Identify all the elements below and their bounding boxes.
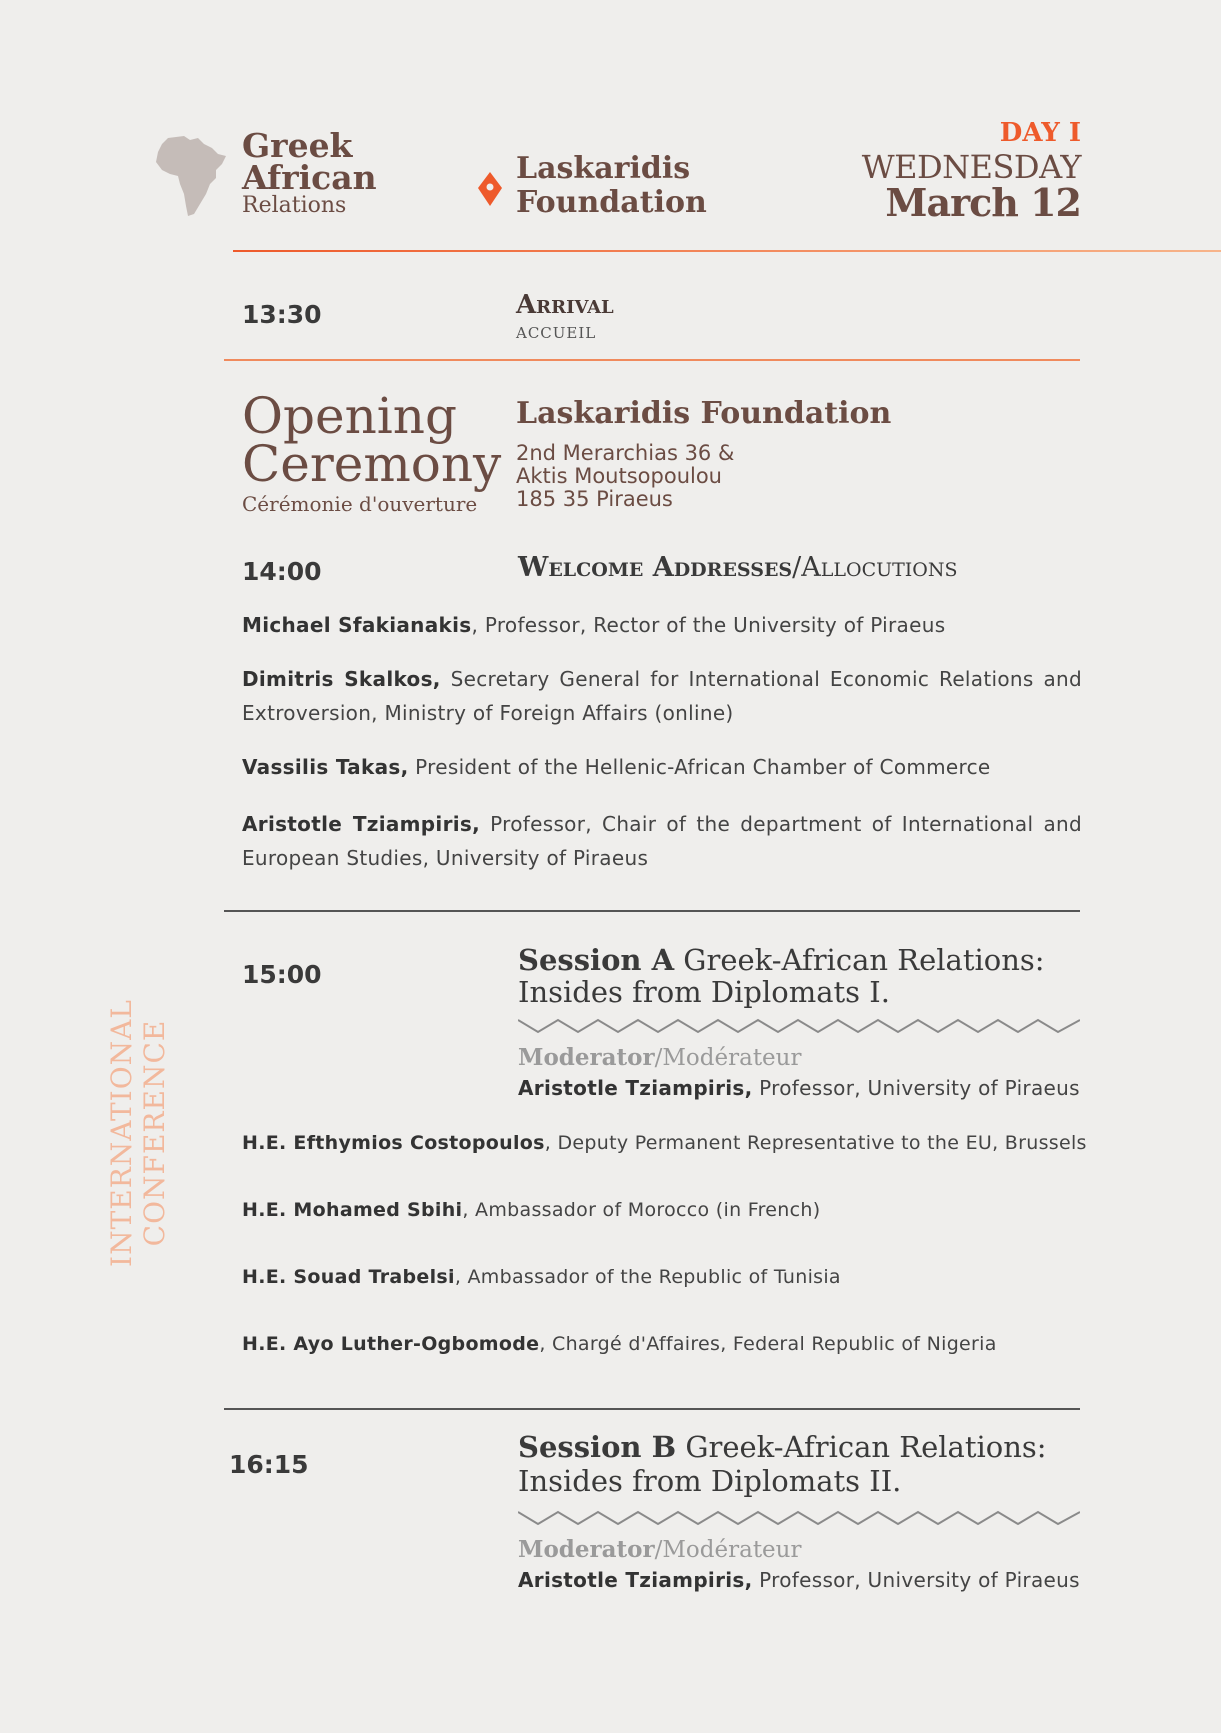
foundation-name-line1: Laskaridis bbox=[516, 151, 691, 186]
welcome-title-en: Welcome Addresses bbox=[518, 552, 793, 583]
zigzag-divider bbox=[518, 1016, 1080, 1036]
diamond-pin-icon bbox=[478, 172, 502, 206]
session-a-label: Session A bbox=[518, 943, 675, 977]
session-a-speaker: H.E. Mohamed Sbihi, Ambassador of Morocco (in French) bbox=[242, 1199, 821, 1221]
weekday: WEDNESDAY bbox=[861, 148, 1081, 186]
logo-african: African bbox=[242, 158, 377, 197]
date: March 12 bbox=[885, 180, 1081, 225]
speaker-role: Professor, Rector of the University of Piraeus bbox=[484, 613, 946, 637]
logo-relations: Relations bbox=[242, 193, 347, 218]
session-a-speaker: H.E. Efthymios Costopoulos, Deputy Permanent Representative to the EU, Brussels bbox=[242, 1132, 1087, 1154]
welcome-time: 14:00 bbox=[242, 557, 322, 586]
session-b-moderator-label: Moderator/Modérateur bbox=[518, 1536, 802, 1563]
address-line2: Aktis Moutsopoulou bbox=[516, 464, 722, 488]
venue-name: Laskaridis Foundation bbox=[516, 396, 892, 431]
session-b-moderator: Aristotle Tziampiris, Professor, University of Piraeus bbox=[518, 1568, 1080, 1592]
speaker-name: Aristotle Tziampiris, bbox=[242, 812, 481, 836]
session-b-title: Session B Greek-African Relations: Insides from Diplomats II. bbox=[518, 1430, 1047, 1498]
opening-title-line2: Ceremony bbox=[242, 435, 502, 493]
welcome-speaker bbox=[242, 750, 1082, 784]
arrival-subtitle: ACCUEIL bbox=[516, 324, 597, 342]
side-label: INTERNATIONAL CONFERENCE bbox=[105, 999, 171, 1267]
africa-map-icon bbox=[154, 134, 228, 218]
opening-subtitle: Cérémonie d'ouverture bbox=[242, 492, 478, 516]
session-a-speaker: H.E. Souad Trabelsi, Ambassador of the Republic of Tunisia bbox=[242, 1266, 841, 1288]
arrival-title: Arrival bbox=[516, 290, 614, 320]
speaker-name: Vassilis Takas, bbox=[242, 755, 409, 779]
logo-greek: Greek bbox=[242, 126, 353, 165]
session-a-speaker: H.E. Ayo Luther-Ogbomode, Chargé d'Affaires, Federal Republic of Nigeria bbox=[242, 1333, 997, 1355]
foundation-name-line2: Foundation bbox=[516, 185, 707, 220]
header-divider bbox=[233, 250, 1221, 252]
session-a-moderator-label: Moderator/Modérateur bbox=[518, 1044, 802, 1071]
welcome-speaker: Michael Sfakianakis, Professor, Rector of the University of Piraeus bbox=[242, 613, 946, 637]
speaker-name: Dimitris Skalkos, bbox=[242, 667, 441, 691]
welcome-title bbox=[518, 552, 958, 583]
speaker-role: Professor, Chair of the department of International and European Studies, University of Piraeus bbox=[242, 812, 1082, 870]
session-a-moderator: Aristotle Tziampiris, Professor, University of Piraeus bbox=[518, 1076, 1080, 1100]
session-a-title: Session A Greek-African Relations: Insides from Diplomats I. bbox=[518, 943, 1045, 1009]
welcome-divider bbox=[224, 910, 1080, 912]
welcome-title-fr: Allocutions bbox=[801, 552, 958, 583]
welcome-speaker bbox=[242, 662, 1082, 730]
welcome-title-sep: / bbox=[792, 552, 802, 583]
session-b-label: Session B bbox=[518, 1430, 677, 1464]
opening-title-line1: Opening bbox=[242, 387, 457, 445]
speaker-role: President of the Hellenic-African Chamber of Commerce bbox=[415, 755, 991, 779]
session-a-time: 15:00 bbox=[242, 960, 322, 989]
session-a-divider bbox=[224, 1408, 1080, 1410]
address-line1: 2nd Merarchias 36 & bbox=[516, 441, 735, 465]
speaker-name: Michael Sfakianakis bbox=[242, 613, 472, 637]
speaker-role: Secretary General for International Economic Relations and Extroversion, Ministry of Foreign Affairs (online) bbox=[242, 667, 1082, 725]
arrival-divider bbox=[224, 359, 1080, 361]
welcome-speaker bbox=[242, 807, 1082, 875]
address-line3: 185 35 Piraeus bbox=[516, 487, 673, 511]
day-label: DAY I bbox=[999, 118, 1081, 148]
session-b-time: 16:15 bbox=[229, 1450, 309, 1479]
arrival-time: 13:30 bbox=[242, 300, 322, 329]
zigzag-divider bbox=[518, 1508, 1080, 1528]
